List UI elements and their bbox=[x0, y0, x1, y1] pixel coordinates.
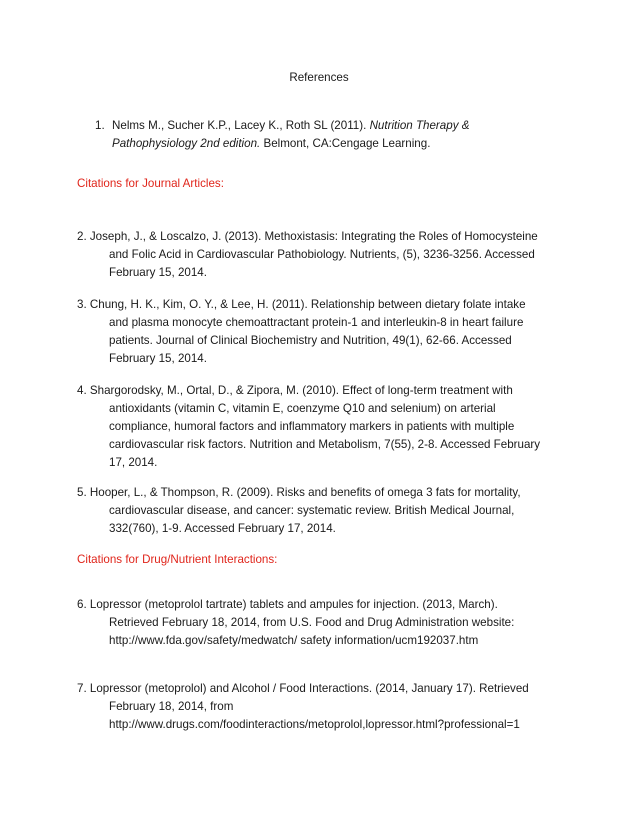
reference-book-title-line2: Pathophysiology 2nd edition. bbox=[112, 137, 261, 150]
reference-body bbox=[112, 117, 575, 153]
reference-line: compliance, humoral factors and inflammatory markers in patients with multiple bbox=[109, 420, 515, 433]
reference-first-line: 2. Joseph, J., & Loscalzo, J. (2013). Methoxistasis: Integrating the Roles of Homocysteine bbox=[77, 230, 538, 243]
reference-link-text: http://www.drugs.com/foodinteractions/metoprolol,lopressor.html?professional=1 bbox=[109, 718, 520, 731]
reference-line: antioxidants (vitamin C, vitamin E, coenzyme Q10 and selenium) on arterial bbox=[109, 402, 496, 415]
section-heading-drug: Citations for Drug/Nutrient Interactions: bbox=[77, 553, 278, 566]
reference-line: February 15, 2014. bbox=[109, 266, 207, 279]
reference-first-line: 3. Chung, H. K., Kim, O. Y., & Lee, H. (2011). Relationship between dietary folate intake bbox=[77, 298, 526, 311]
reference-line: February 18, 2014, from bbox=[109, 700, 234, 713]
reference-authors: Nelms M., Sucher K.P., Lacey K., Roth SL (2011). bbox=[112, 119, 367, 132]
reference-first-line: 4. Shargorodsky, M., Ortal, D., & Zipora, M. (2010). Effect of long-term treatment with bbox=[77, 384, 513, 397]
reference-3 bbox=[77, 296, 577, 368]
reference-4 bbox=[77, 382, 577, 472]
reference-5 bbox=[77, 484, 577, 538]
page-title: References bbox=[289, 71, 349, 84]
reference-line: patients. Journal of Clinical Biochemistry and Nutrition, 49(1), 62-66. Accessed bbox=[109, 334, 512, 347]
section-heading-journal: Citations for Journal Articles: bbox=[77, 177, 224, 190]
reference-number: 1. bbox=[95, 119, 105, 132]
reference-line: 332(760), 1-9. Accessed February 17, 2014. bbox=[109, 522, 336, 535]
reference-line: 17, 2014. bbox=[109, 456, 158, 469]
reference-book-title-line1: Nutrition Therapy & bbox=[369, 119, 470, 132]
reference-6 bbox=[77, 596, 577, 650]
reference-line: and plasma monocyte chemoattractant protein-1 and interleukin-8 in heart failure bbox=[109, 316, 524, 329]
reference-line: cardiovascular risk factors. Nutrition and Metabolism, 7(55), 2-8. Accessed February bbox=[109, 438, 541, 451]
reference-first-line: 6. Lopressor (metoprolol tartrate) tablets and ampules for injection. (2013, March). bbox=[77, 598, 498, 611]
reference-line: February 15, 2014. bbox=[109, 352, 207, 365]
reference-line: and Folic Acid in Cardiovascular Pathobiology. Nutrients, (5), 3236-3256. Accessed bbox=[109, 248, 535, 261]
reference-link-text: http://www.fda.gov/safety/medwatch/ safety information/ucm192037.htm bbox=[109, 634, 479, 647]
reference-first-line: 7. Lopressor (metoprolol) and Alcohol / Food Interactions. (2014, January 17). Retrieved bbox=[77, 682, 529, 695]
reference-2 bbox=[77, 228, 577, 282]
reference-first-line: 5. Hooper, L., & Thompson, R. (2009). Risks and benefits of omega 3 fats for mortality, bbox=[77, 486, 521, 499]
reference-line: Retrieved February 18, 2014, from U.S. Food and Drug Administration website: bbox=[109, 616, 515, 629]
reference-1 bbox=[95, 117, 575, 153]
reference-7 bbox=[77, 680, 577, 734]
reference-publisher: Belmont, CA:Cengage Learning. bbox=[263, 137, 431, 150]
reference-line: cardiovascular disease, and cancer: systematic review. British Medical Journal, bbox=[109, 504, 515, 517]
